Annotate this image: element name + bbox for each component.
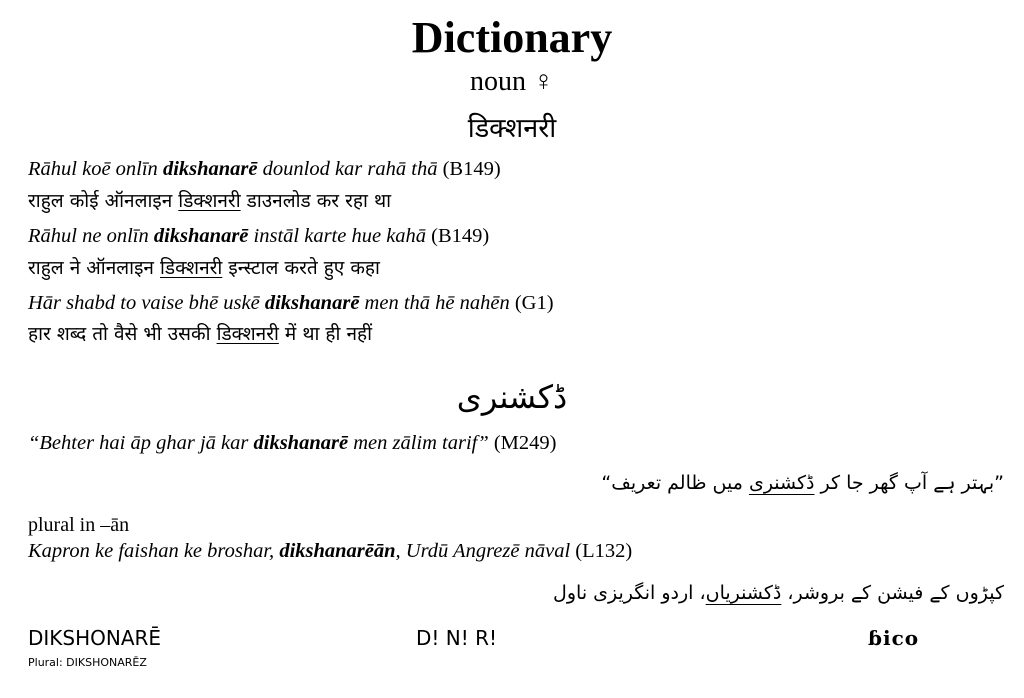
example-3-transliteration: Hār shabd to vaise bhē uskē dikshanarē men thā hē nahēn (G1) <box>28 292 554 314</box>
page-title: Dictionary <box>411 13 613 62</box>
footer-word: DIKSHONARĒ <box>28 626 162 650</box>
footer-plural: Plural: DIKSHONARĒZ <box>28 656 147 669</box>
example-2-devanagari: राहुल ने ऑनलाइन डिक्शनरी इन्स्टाल करते हुए कहा <box>28 257 380 279</box>
example-1-devanagari: राहुल कोई ऑनलाइन डिक्शनरी डाउनलोड कर रहा था <box>28 190 392 212</box>
urdu-example-transliteration: “Behter hai āp ghar jā kar dikshanarē men zālim tarif” (M249) <box>28 432 557 454</box>
plural-example-script: کپڑوں کے فیشن کے بروشر، ڈکشنریاں، اردو انگریزی ناول <box>553 582 1004 604</box>
plural-example-transliteration: Kapron ke faishan ke broshar, dikshanarēān, Urdū Angrezē nāval (L132) <box>28 540 633 562</box>
example-1-transliteration: Rāhul koē onlīn dikshanarē dounlod kar rahā thā (B149) <box>28 158 501 180</box>
devanagari-headword: डिक्शनरी <box>467 113 557 144</box>
part-of-speech: noun ♀ <box>470 66 554 97</box>
plural-label: plural in –ān <box>28 514 130 536</box>
footer-code: D! N! R! <box>416 626 498 650</box>
example-3-devanagari: हार शब्द तो वैसे भी उसकी डिक्शनरी में था ही नहीं <box>28 323 373 345</box>
urdu-headword: ڈکشنری <box>456 378 568 416</box>
urdu-example-script: ”بہتر ہے آپ گھر جا کر ڈکشنری میں ظالم تعریف“ <box>601 472 1004 494</box>
example-2-transliteration: Rāhul ne onlīn dikshanarē instāl karte hue kahā (B149) <box>28 225 490 247</box>
footer-dico: ɓico <box>868 626 920 650</box>
